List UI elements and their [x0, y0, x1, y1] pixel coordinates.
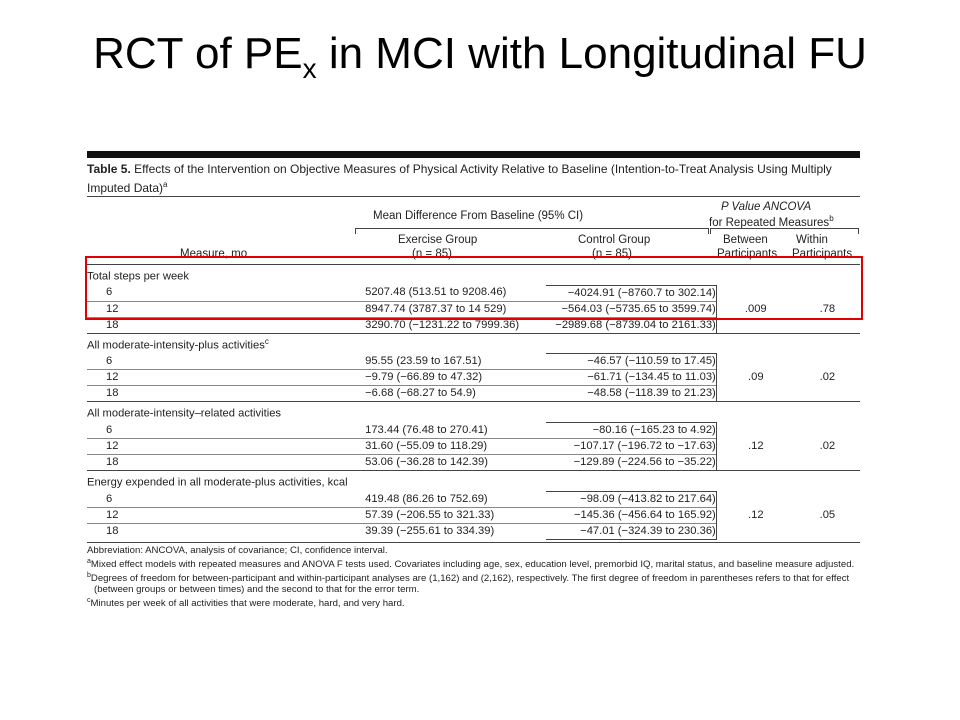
header-within-2: Participants	[792, 248, 853, 260]
group-between-p: .12	[747, 440, 764, 453]
table-top-rule	[87, 151, 860, 158]
footnote-b-continued: (between groups or between times) and the second to that for the error term.	[94, 584, 420, 596]
table-footnotes	[87, 542, 860, 610]
group-moderate-plus	[87, 333, 860, 402]
header-exercise-n: (n = 85)	[412, 248, 452, 260]
group-within-p: .02	[819, 440, 836, 453]
header-exercise: Exercise Group	[398, 234, 478, 246]
footnote-c: $^c$Minutes per week of all activities that were moderate, hard, and very hard.	[87, 597, 405, 610]
slide-title-main: RCT of PE	[93, 29, 303, 78]
table-row: 12 57.39 (−206.55 to 321.33) −145.36 (−456.64 to 165.92) .12 .05	[87, 507, 860, 523]
highlight-box-total-steps	[85, 256, 863, 320]
group-within-p: .02	[819, 371, 836, 384]
header-p-value-sup: b	[829, 214, 834, 223]
table-row: 6 5207.48 (513.51 to 9208.46) −4024.91 (−8760.7 to 302.14)	[87, 285, 860, 301]
header-control-n: (n = 85)	[592, 248, 632, 260]
group-label: All moderate-intensity-plus activities$^c$	[87, 333, 860, 354]
header-between-2: Participants	[717, 248, 778, 260]
footnote-a: $^a$Mixed effect models with repeated measures and ANOVA F tests used. Covariates including age, sex, education level, premorbid IQ, marital status, and baseline measure adjusted.	[87, 557, 855, 571]
table-header	[87, 196, 860, 264]
group-label: All moderate-intensity–related activities	[87, 402, 860, 423]
group-label: Energy expended in all moderate-plus activities, kcal	[87, 471, 860, 492]
group-moderate-related	[87, 402, 860, 471]
table-caption	[87, 162, 860, 196]
table-row: 18 −6.68 (−68.27 to 54.9) −48.58 (−118.39 to 21.23)	[87, 386, 860, 402]
group-between-p: .09	[747, 371, 764, 384]
group-energy-expended	[87, 471, 860, 540]
header-p-value-text: P Value ANCOVA	[721, 201, 812, 213]
header-p-value-line1	[721, 201, 811, 213]
table-row: 12 31.60 (−55.09 to 118.29) −107.17 (−196.72 to −17.63) .12 .02	[87, 439, 860, 455]
header-between: Between	[723, 234, 768, 246]
slide-title	[0, 28, 960, 86]
table-row: 12 −9.79 (−66.89 to 47.32) −61.71 (−134.45 to 11.03) .09 .02	[87, 370, 860, 386]
table-row: 18 39.39 (−255.61 to 334.39) −47.01 (−324.39 to 230.36)	[87, 523, 860, 539]
table-figure	[87, 151, 860, 610]
group-between-p: .12	[747, 508, 764, 521]
table-row: 12 8947.74 (3787.37 to 14 529) −564.03 (−5735.65 to 3599.74) .009 .78	[87, 301, 860, 317]
group-within-p: .05	[819, 508, 836, 521]
table-row: 6 95.55 (23.59 to 167.51) −46.57 (−110.59 to 17.45)	[87, 354, 860, 370]
group-label: Total steps per week	[87, 265, 860, 286]
table-label: Table 5.	[87, 162, 131, 176]
header-p-value-line2-text: for Repeated Measures	[709, 216, 830, 229]
header-measure: Measure, mo	[180, 248, 248, 260]
group-between-p: .009	[744, 302, 767, 315]
header-control: Control Group	[578, 234, 651, 246]
table-row: 6 173.44 (76.48 to 270.41) −80.16 (−165.23 to 4.92)	[87, 423, 860, 439]
table-row: 18 53.06 (−36.28 to 142.39) −129.89 (−224.56 to −35.22)	[87, 455, 860, 471]
group-within-p: .78	[819, 302, 836, 315]
header-p-value-line2	[709, 214, 834, 229]
table-row: 6 419.48 (86.26 to 752.69) −98.09 (−413.82 to 217.64)	[87, 491, 860, 507]
footnote-abbreviation: Abbreviation: ANCOVA, analysis of covariance; CI, confidence interval.	[87, 544, 388, 556]
header-within: Within	[796, 234, 828, 246]
slide-title-rest: in MCI with Longitudinal FU	[316, 29, 867, 78]
table-caption-text: Effects of the Intervention on Objective Measures of Physical Activity Relative to Baseline (Intention-to-Treat Analysis Using Multiply Imputed Data)	[87, 162, 832, 195]
footnote-b: $^b$Degrees of freedom for between-participant and within-participant analyses are (1,162) and (2,162), respectively. The first degree of freedom in parentheses refers to that for effect	[87, 572, 850, 585]
slide-title-subscript: x	[302, 53, 317, 84]
table-caption-sup: a	[163, 180, 168, 189]
table-row: 18 3290.70 (−1231.22 to 7999.36) −2989.68 (−8739.04 to 2161.33)	[87, 317, 860, 333]
header-mean-difference: Mean Difference From Baseline (95% CI)	[373, 210, 584, 222]
